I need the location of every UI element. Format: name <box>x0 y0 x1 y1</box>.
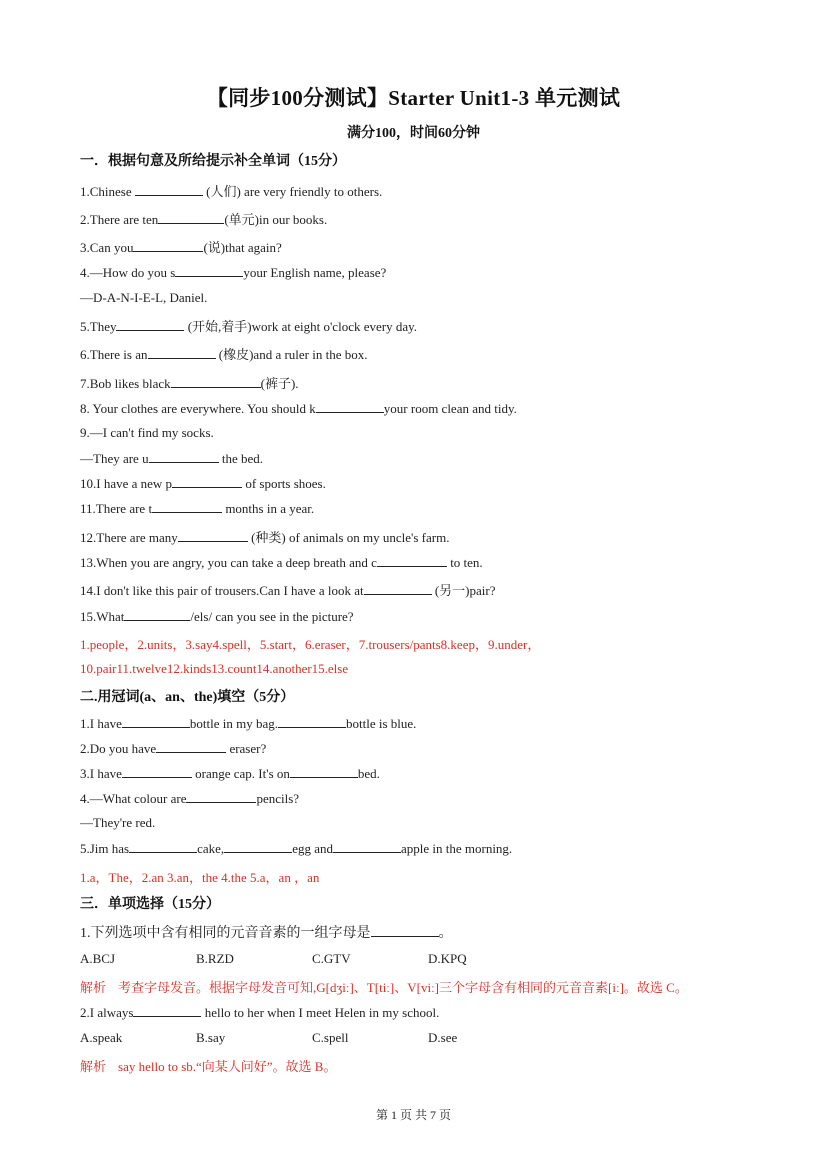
section1-answer-line-2: 10.pair11.twelve12.kinds13.count14.another15.else <box>80 661 349 676</box>
question-4-reply: —D-A-N-I-E-L, Daniel. <box>80 290 208 305</box>
question-12: 12.There are many (种类) of animals on my uncle's farm. <box>80 530 450 545</box>
option-c: C.spell <box>312 1030 349 1045</box>
answer-blank <box>333 840 401 853</box>
answer-blank <box>364 582 432 595</box>
question-1: 1.Chinese (人们) are very friendly to others. <box>80 184 383 199</box>
section2-answer: 1.a，The，2.an 3.an，the 4.the 5.a，an ，an <box>80 870 320 885</box>
question-3-1-analysis: 解析 考查字母发音。根据字母发音可知,G[dʒiː]、T[tiː]、V[viː]三个字母含有相同的元音音素[iː]。故选 C。 <box>80 980 688 995</box>
answer-blank <box>133 1004 201 1017</box>
section1-answer-line-1: 1.people，2.units，3.say4.spell，5.start，6.eraser，7.trousers/pants8.keep，9.under， <box>80 637 541 652</box>
answer-blank <box>224 840 292 853</box>
question-6: 6.There is an (橡皮)and a ruler in the box. <box>80 347 368 362</box>
answer-blank <box>129 840 197 853</box>
option-c: C.GTV <box>312 951 351 966</box>
question-3-1-options <box>80 951 467 967</box>
question-4: 4.—How do you s your English name, please? <box>80 265 387 280</box>
answer-blank <box>171 375 261 388</box>
question-8: 8. Your clothes are everywhere. You should k your room clean and tidy. <box>80 401 517 416</box>
question-2-2: 2.Do you have eraser? <box>80 741 267 756</box>
answer-blank <box>122 715 190 728</box>
question-3-2-analysis: 解析 say hello to sb.“向某人问好”。故选 B。 <box>80 1059 337 1074</box>
question-14: 14.I don't like this pair of trousers.Can I have a look at (另一)pair? <box>80 583 496 598</box>
section2-heading: 二.用冠词(a、an、the)填空（5分） <box>80 690 295 705</box>
answer-blank <box>124 608 190 621</box>
answer-blank <box>152 500 222 513</box>
option-a: A.speak <box>80 1030 123 1045</box>
answer-blank <box>172 475 242 488</box>
question-13: 13.When you are angry, you can take a deep breath and c to ten. <box>80 555 483 570</box>
question-15: 15.What /els/ can you see in the picture? <box>80 609 354 624</box>
answer-blank <box>278 715 346 728</box>
question-5: 5.They (开始,着手)work at eight o'clock every day. <box>80 319 418 334</box>
analysis-label: 解析 <box>80 1059 107 1074</box>
answer-blank <box>377 554 447 567</box>
page-subtitle: 满分100，时间60分钟 <box>347 126 480 141</box>
answer-blank <box>371 924 439 937</box>
question-10: 10.I have a new p of sports shoes. <box>80 476 326 491</box>
answer-blank <box>149 450 219 463</box>
section3-heading: 三．单项选择（15分） <box>80 897 220 912</box>
answer-blank <box>148 346 216 359</box>
question-2-4: 4.—What colour are pencils? <box>80 791 300 806</box>
answer-blank <box>178 529 248 542</box>
answer-blank <box>158 211 224 224</box>
page-footer: 第 1 页 共 7 页 <box>375 1108 451 1122</box>
question-3-2-options <box>80 1030 457 1046</box>
option-d: D.see <box>428 1030 458 1045</box>
answer-blank <box>135 183 203 196</box>
question-2-5: 5.Jim has cake, egg and apple in the morning. <box>80 841 513 856</box>
section1-heading: 一．根据句意及所给提示补全单词（15分） <box>80 154 346 169</box>
question-9: 9.—I can't find my socks. <box>80 425 214 440</box>
answer-blank <box>133 239 203 252</box>
question-3-1: 1.下列选项中含有相同的元音音素的一组字母是 。 <box>80 926 453 941</box>
question-2-4-reply: —They're red. <box>80 815 156 830</box>
question-11: 11.There are t months in a year. <box>80 501 315 516</box>
answer-blank <box>156 740 226 753</box>
answer-blank <box>316 400 384 413</box>
question-2: 2.There are ten (单元)in our books. <box>80 212 328 227</box>
option-b: B.say <box>196 1030 226 1045</box>
option-a: A.BCJ <box>80 951 116 966</box>
answer-blank <box>122 765 192 778</box>
question-3: 3.Can you (说)that again? <box>80 240 282 255</box>
analysis-label: 解析 <box>80 980 107 995</box>
question-7: 7.Bob likes black (裤子). <box>80 376 299 391</box>
question-2-3: 3.I have orange cap. It's on bed. <box>80 766 380 781</box>
question-2-1: 1.I have bottle in my bag. bottle is blue. <box>80 716 417 731</box>
question-3-2: 2.I always hello to her when I meet Helen in my school. <box>80 1005 440 1020</box>
page-title: 【同步100分测试】Starter Unit1-3 单元测试 <box>206 86 621 110</box>
option-b: B.RZD <box>196 951 234 966</box>
answer-blank <box>175 264 243 277</box>
answer-blank <box>290 765 358 778</box>
answer-blank <box>186 790 256 803</box>
question-9-reply: —They are u the bed. <box>80 451 263 466</box>
answer-blank <box>116 318 184 331</box>
option-d: D.KPQ <box>428 951 467 966</box>
